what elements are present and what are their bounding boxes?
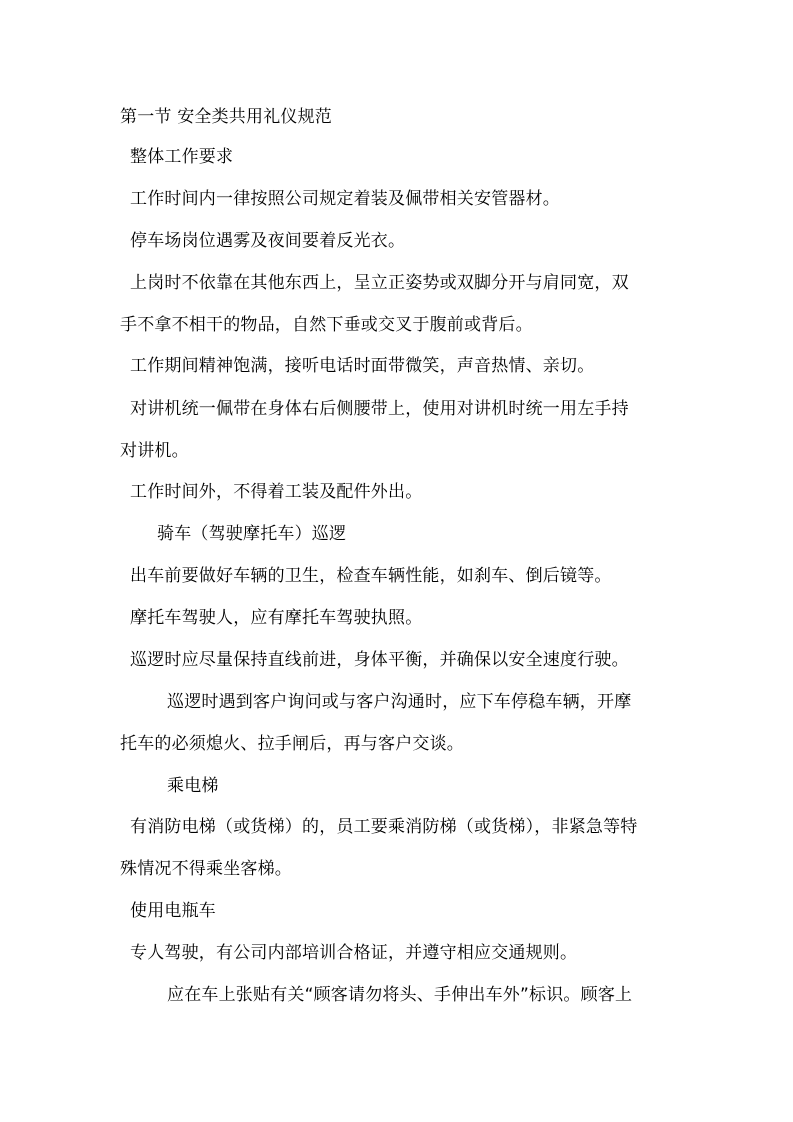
paragraph-line: 托车的必须熄火、拉手闸后，再与客户交谈。 bbox=[120, 734, 464, 754]
paragraph-line: 应在车上张贴有关“顾客请勿将头、手伸出车外”标识。顾客上 bbox=[167, 985, 633, 1005]
paragraph-line: 停车场岗位遇雾及夜间要着反光衣。 bbox=[130, 231, 406, 251]
paragraph-line: 殊情况不得乘坐客梯。 bbox=[120, 859, 292, 879]
paragraph-line: 工作时间内一律按照公司规定着装及佩带相关安管器材。 bbox=[130, 189, 560, 209]
paragraph-line: 手不拿不相干的物品，自然下垂或交叉于腹前或背后。 bbox=[120, 315, 533, 335]
paragraph-line: 出车前要做好车辆的卫生，检查车辆性能，如刹车、倒后镜等。 bbox=[130, 566, 612, 586]
paragraph-line: 对讲机。 bbox=[120, 441, 189, 461]
paragraph-line: 巡逻时遇到客户询问或与客户沟通时，应下车停稳车辆，开摩 bbox=[167, 692, 632, 712]
paragraph-line: 摩托车驾驶人，应有摩托车驾驶执照。 bbox=[130, 608, 423, 628]
subsection-heading: 乘电梯 bbox=[167, 776, 219, 796]
subsection-heading: 使用电瓶车 bbox=[130, 901, 216, 921]
paragraph-line: 巡逻时应尽量保持直线前进，身体平衡，并确保以安全速度行驶。 bbox=[130, 650, 629, 670]
paragraph-line: 上岗时不依靠在其他东西上，呈立正姿势或双脚分开与肩同宽，双 bbox=[130, 273, 629, 293]
paragraph-line: 工作期间精神饱满，接听电话时面带微笑，声音热情、亲切。 bbox=[130, 356, 595, 376]
paragraph-line: 专人驾驶，有公司内部培训合格证，并遵守相应交通规则。 bbox=[130, 943, 578, 963]
paragraph-line: 有消防电梯（或货梯）的，员工要乘消防梯（或货梯），非紧急等特 bbox=[130, 817, 638, 837]
subsection-heading: 骑车（驾驶摩托车）巡逻 bbox=[157, 524, 347, 544]
paragraph-line: 工作时间外，不得着工装及配件外出。 bbox=[130, 482, 423, 502]
subsection-heading: 整体工作要求 bbox=[130, 147, 234, 167]
paragraph-line: 对讲机统一佩带在身体右后侧腰带上，使用对讲机时统一用左手持 bbox=[130, 399, 629, 419]
section-title: 第一节 安全类共用礼仪规范 bbox=[120, 107, 333, 127]
